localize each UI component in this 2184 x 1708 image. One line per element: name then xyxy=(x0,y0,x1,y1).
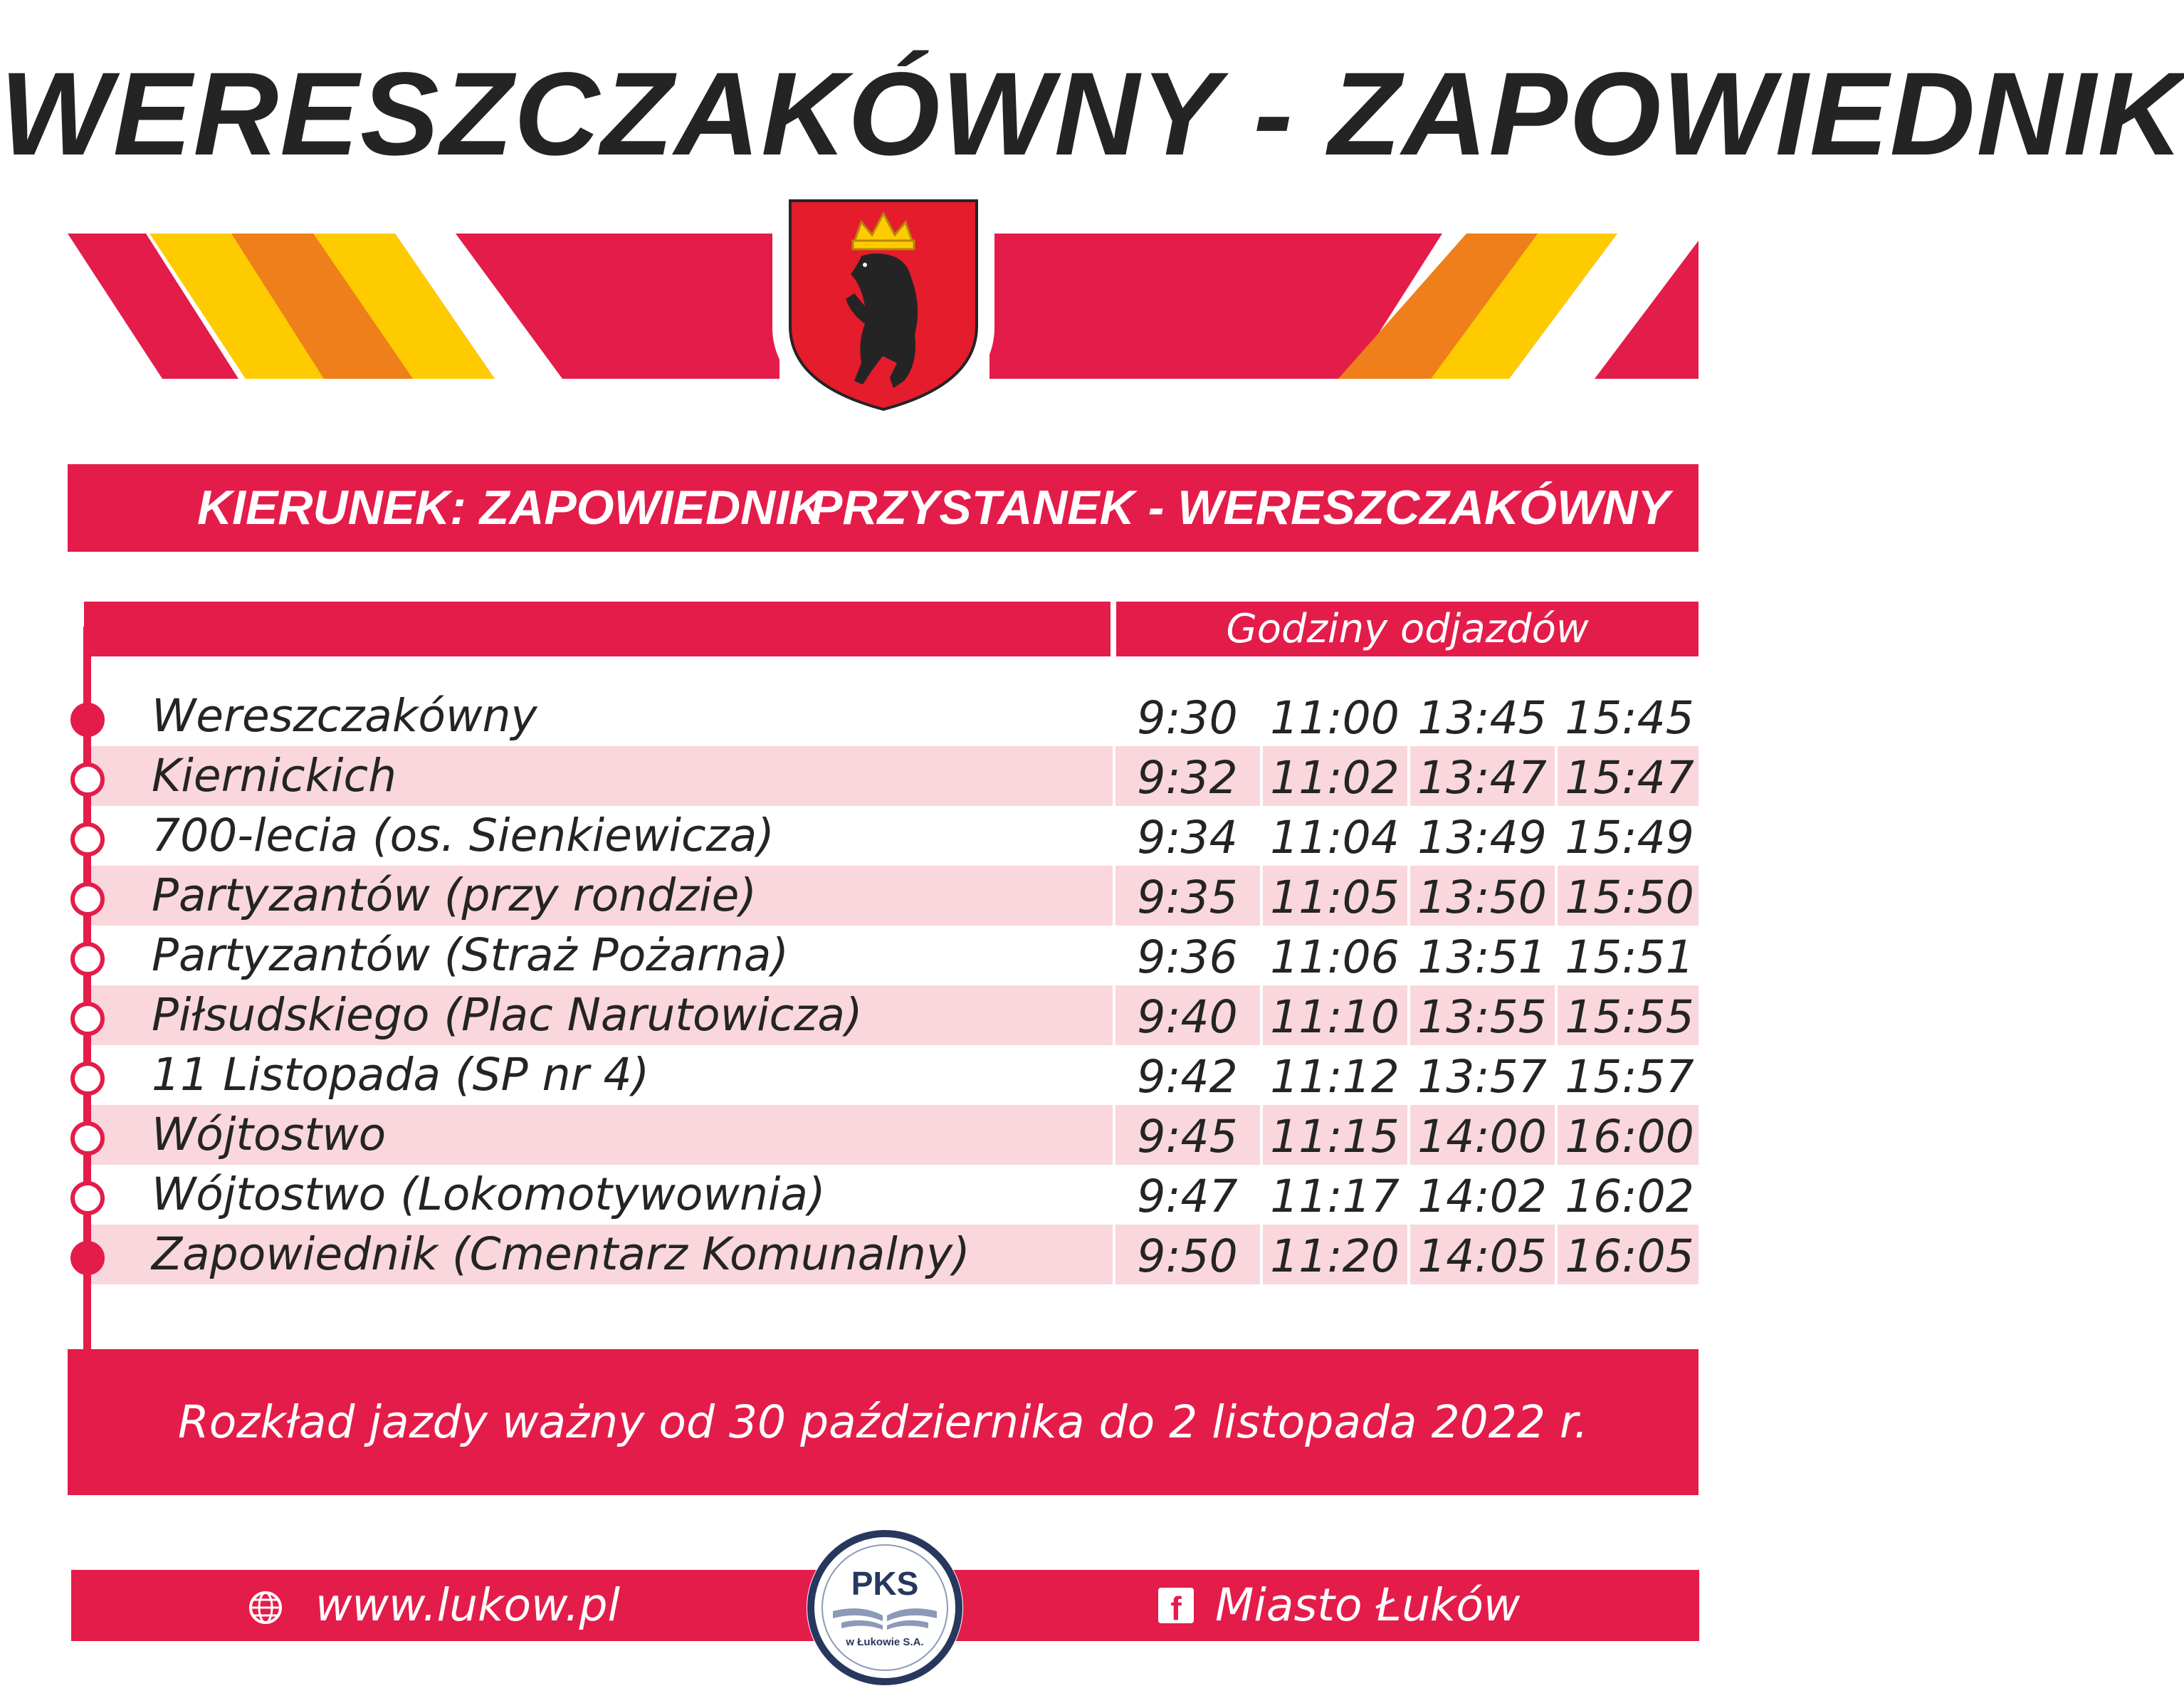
departure-time: 9:40 xyxy=(1137,991,1238,1043)
departure-time: 9:30 xyxy=(1137,692,1238,744)
column-divider xyxy=(1555,686,1558,1284)
table-row xyxy=(0,926,1766,985)
table-row xyxy=(0,746,1766,806)
departure-time: 9:35 xyxy=(1137,871,1238,923)
stop-marker-icon xyxy=(70,1241,105,1275)
website-bar xyxy=(71,1570,826,1641)
website-link[interactable]: www.lukow.pl xyxy=(315,1579,621,1631)
departure-time: 13:45 xyxy=(1417,692,1547,744)
departure-time: 11:05 xyxy=(1270,871,1400,923)
table-row xyxy=(0,1165,1766,1225)
table-row xyxy=(0,985,1766,1045)
stop-name: Wereszczakówny xyxy=(152,690,537,742)
departure-time: 13:47 xyxy=(1417,752,1547,804)
departure-time: 11:15 xyxy=(1270,1111,1400,1163)
page-title: WERESZCZAKÓWNY - ZAPOWIEDNIK xyxy=(0,48,2184,180)
pks-logo-text: PKS xyxy=(851,1565,919,1602)
departure-time: 11:02 xyxy=(1270,752,1400,804)
departure-time: 14:05 xyxy=(1417,1230,1547,1282)
stop-marker-icon xyxy=(70,1062,105,1096)
departure-time: 16:05 xyxy=(1565,1230,1694,1282)
stop-marker-icon xyxy=(70,1002,105,1036)
departure-time: 11:00 xyxy=(1270,692,1400,744)
stop-marker-icon xyxy=(70,822,105,856)
column-divider xyxy=(1407,686,1410,1284)
departure-time: 13:49 xyxy=(1417,812,1547,864)
facebook-bar xyxy=(943,1570,1699,1641)
validity-banner: Rozkład jazdy ważny od 30 października do 2 listopada 2022 r. xyxy=(68,1349,1699,1495)
pks-logo-subtext: w Łukowie S.A. xyxy=(846,1636,924,1648)
departure-time: 9:42 xyxy=(1137,1051,1238,1103)
stop-name: Partyzantów (Straż Pożarna) xyxy=(152,929,789,981)
departure-time: 11:04 xyxy=(1270,812,1400,864)
departure-time: 16:02 xyxy=(1565,1170,1694,1222)
departure-time: 9:34 xyxy=(1137,812,1238,864)
stop-name: Piłsudskiego (Plac Narutowicza) xyxy=(152,989,863,1041)
stop-marker-icon xyxy=(70,1181,105,1215)
departure-time: 14:00 xyxy=(1417,1111,1547,1163)
departure-time: 11:17 xyxy=(1270,1170,1400,1222)
table-row xyxy=(0,1045,1766,1105)
departure-time: 9:36 xyxy=(1137,931,1238,983)
coat-of-arms-icon xyxy=(772,198,994,424)
departure-time: 13:50 xyxy=(1417,871,1547,923)
departure-time: 13:51 xyxy=(1417,931,1547,983)
departure-time: 9:50 xyxy=(1137,1230,1238,1282)
table-row xyxy=(0,806,1766,866)
decorative-banner xyxy=(0,192,1766,427)
departure-time: 15:51 xyxy=(1565,931,1694,983)
stop-marker-icon xyxy=(70,942,105,976)
table-row xyxy=(0,686,1766,746)
departure-time: 13:57 xyxy=(1417,1051,1547,1103)
departure-time: 11:06 xyxy=(1270,931,1400,983)
departure-time: 15:45 xyxy=(1565,692,1694,744)
table-row xyxy=(0,866,1766,926)
table-row xyxy=(0,1105,1766,1165)
stop-marker-icon xyxy=(70,763,105,797)
stop-name: Kiernickich xyxy=(152,750,397,802)
departure-time: 11:12 xyxy=(1270,1051,1400,1103)
stop-name: Partyzantów (przy rondzie) xyxy=(152,869,757,921)
table-row xyxy=(0,1225,1766,1284)
departure-times-header: Godziny odjazdów xyxy=(1116,602,1699,656)
column-divider xyxy=(1260,686,1263,1284)
stop-name: Zapowiednik (Cmentarz Komunalny) xyxy=(152,1228,970,1280)
stop-marker-icon xyxy=(70,703,105,737)
stop-marker-icon xyxy=(70,1121,105,1156)
departure-time: 11:20 xyxy=(1270,1230,1400,1282)
stop-name: 700-lecia (os. Sienkiewicza) xyxy=(152,810,775,861)
departure-time: 15:47 xyxy=(1565,752,1694,804)
stop-name: 11 Listopada (SP nr 4) xyxy=(152,1049,650,1101)
direction-bar xyxy=(68,464,1699,552)
departure-time: 11:10 xyxy=(1270,991,1400,1043)
stop-marker-icon xyxy=(70,882,105,916)
table-header-left xyxy=(84,602,1111,656)
pks-logo xyxy=(804,1527,965,1688)
departure-time: 9:45 xyxy=(1137,1111,1238,1163)
departure-time: 15:57 xyxy=(1565,1051,1694,1103)
stop-name: Wójtostwo xyxy=(152,1109,387,1161)
departure-time: 16:00 xyxy=(1565,1111,1694,1163)
departure-time: 9:47 xyxy=(1137,1170,1238,1222)
globe-icon xyxy=(248,1590,283,1625)
departure-time: 15:55 xyxy=(1565,991,1694,1043)
departure-time: 15:49 xyxy=(1565,812,1694,864)
column-divider xyxy=(1113,686,1115,1284)
departure-time: 14:02 xyxy=(1417,1170,1547,1222)
departure-time: 9:32 xyxy=(1137,752,1238,804)
facebook-icon: f xyxy=(1158,1588,1194,1623)
direction-label: KIERUNEK: ZAPOWIEDNIK xyxy=(197,481,824,535)
facebook-link[interactable]: Miasto Łuków xyxy=(1215,1579,1521,1631)
stop-label: PRZYSTANEK - WERESZCZAKÓWNY xyxy=(810,481,1670,535)
departure-time: 13:55 xyxy=(1417,991,1547,1043)
departure-time: 15:50 xyxy=(1565,871,1694,923)
stop-name: Wójtostwo (Lokomotywownia) xyxy=(152,1168,826,1220)
